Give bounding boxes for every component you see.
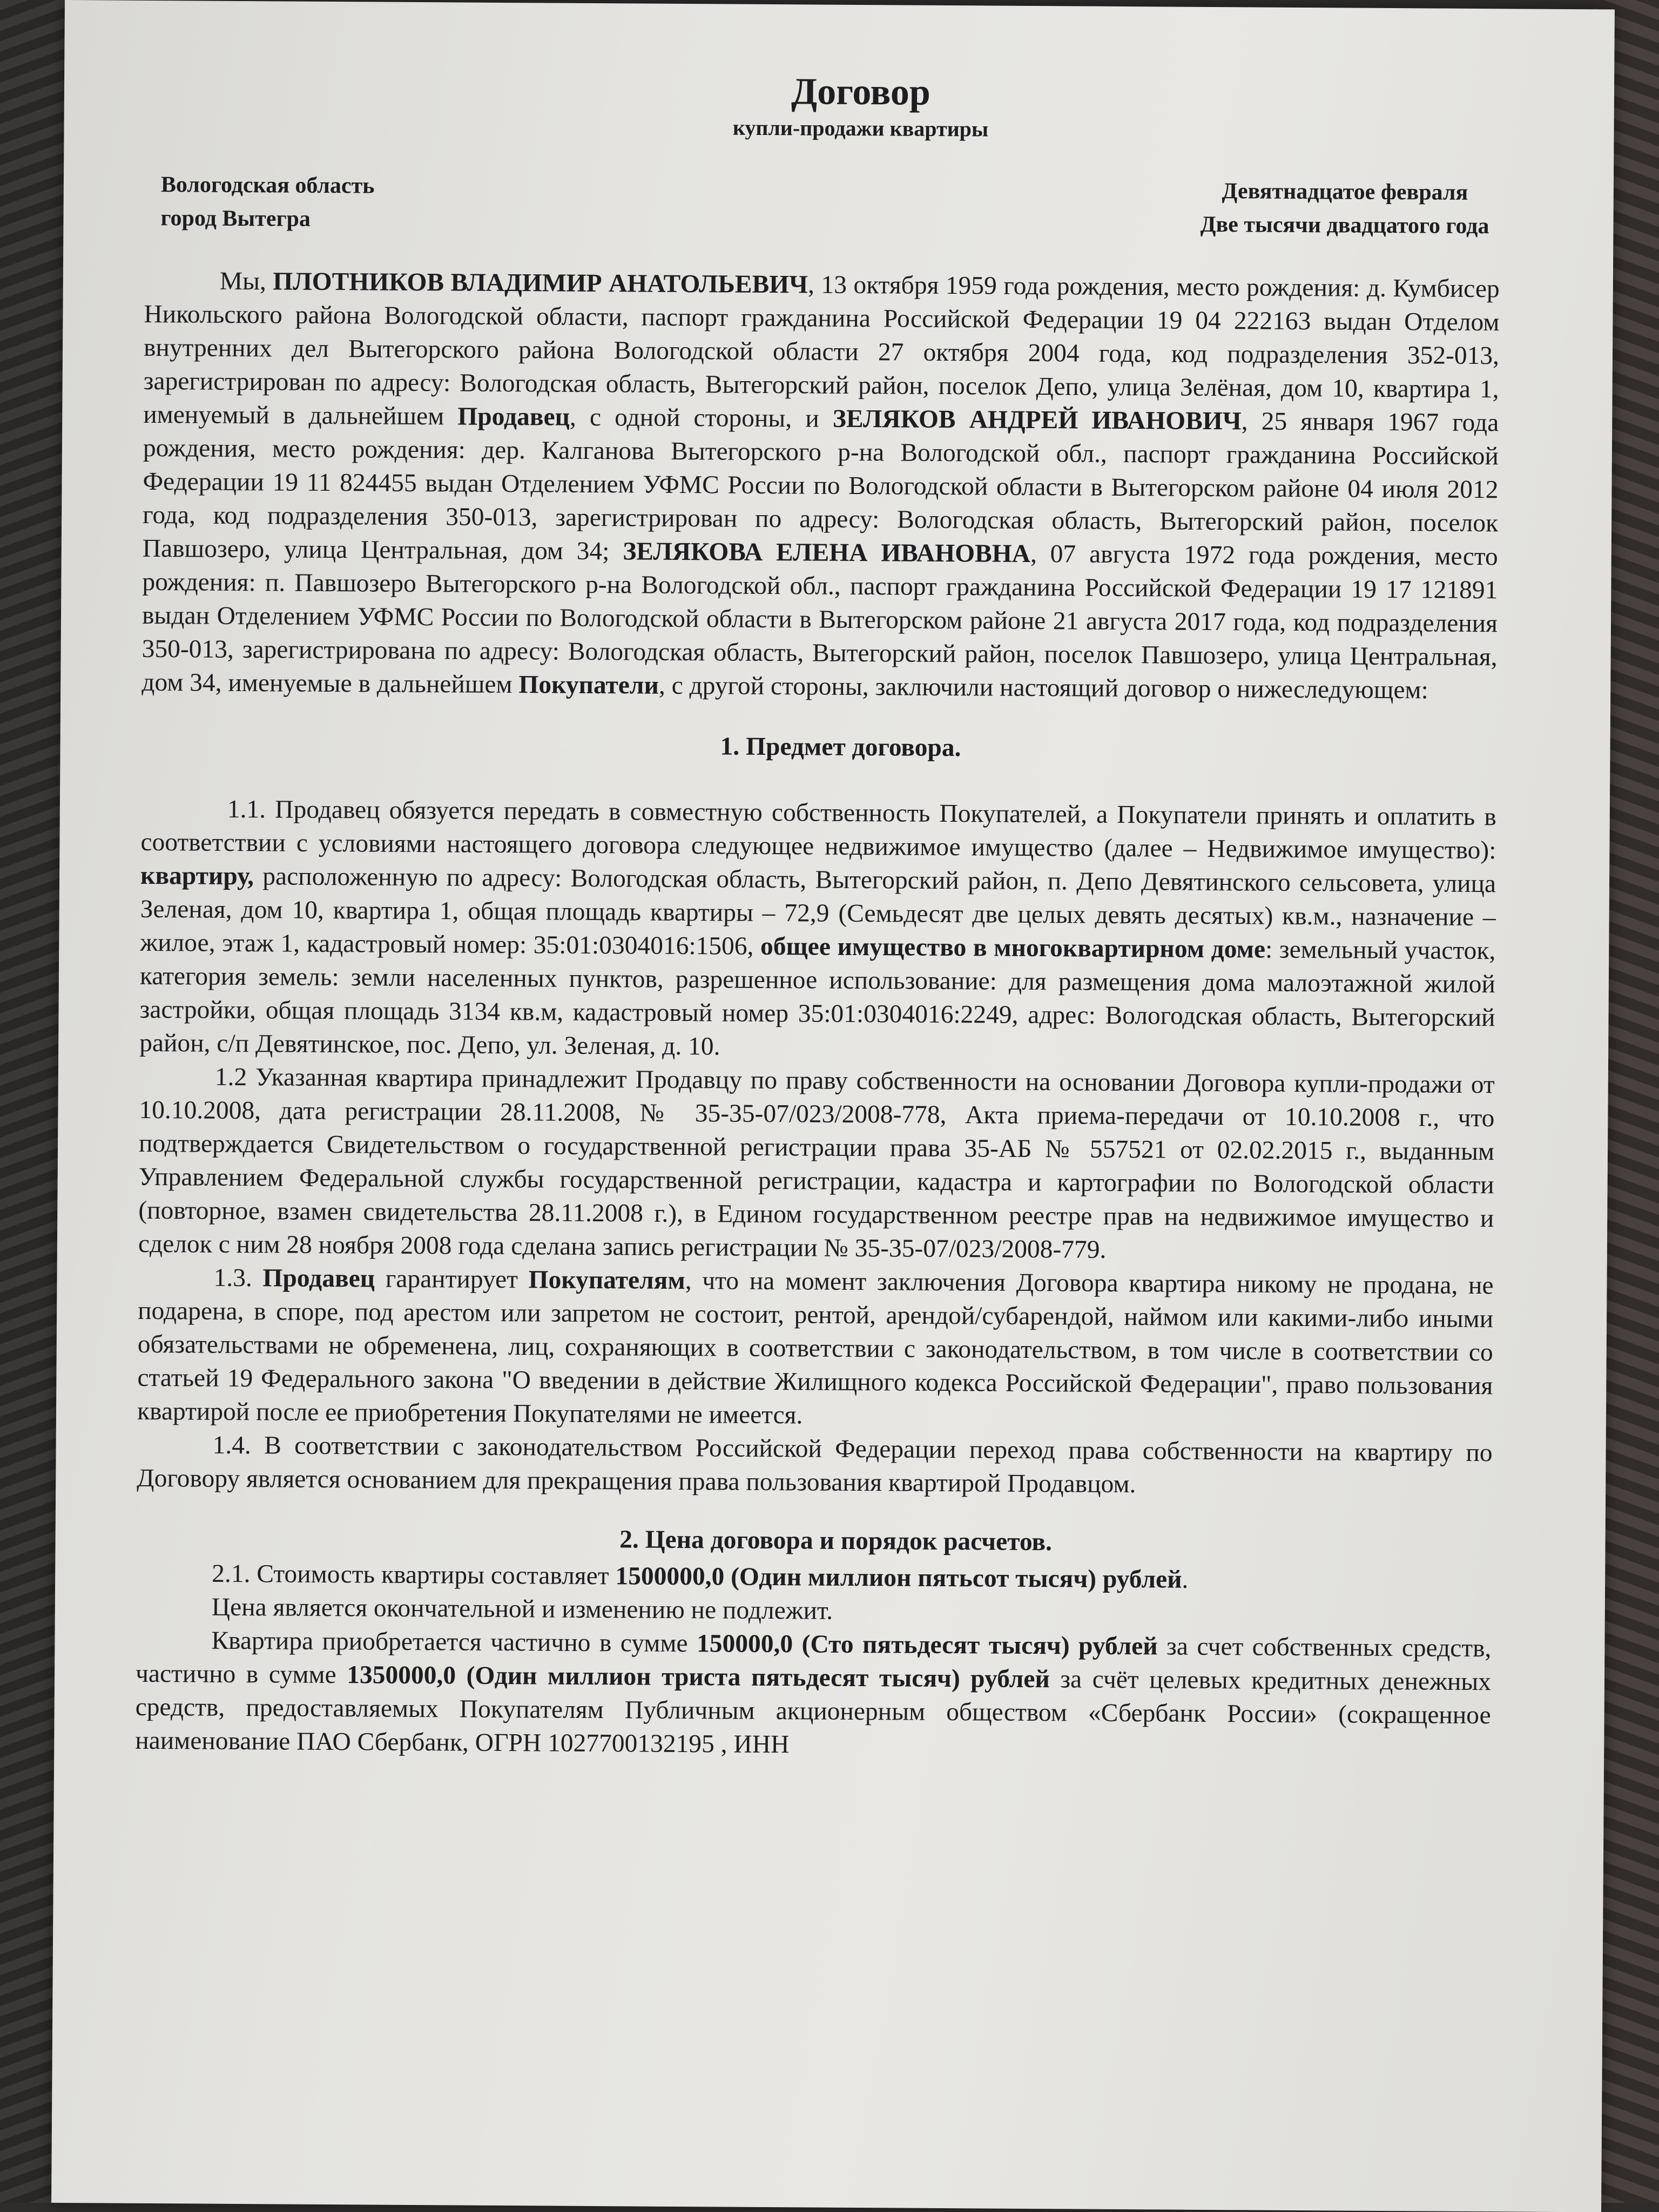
credit-amount: 1350000,0 (Один миллион триста пятьдесят тысяч) рублей — [347, 1661, 1050, 1694]
place-block — [144, 168, 374, 236]
document-content — [135, 65, 1501, 1765]
clause-bold: Продавец — [262, 1264, 375, 1293]
seller-name: ПЛОТНИКОВ ВЛАДИМИР АНАТОЛЬЕВИЧ — [273, 267, 808, 299]
own-funds-amount: 150000,0 (Сто пятьдесят тысяч) рублей — [696, 1629, 1158, 1661]
clause-text: гарантирует — [374, 1264, 529, 1294]
clause-payment-parts — [135, 1624, 1491, 1765]
date-day: Девятнадцатое февраля — [1222, 179, 1468, 205]
place-city: город Вытегра — [160, 206, 311, 232]
clause-text: , что на момент заключения Договора квартира никому не продана, не подарена, в споре, под арестом или запретом не состоит, рентой, арендой/субарендой, наймом или какими-либо иными обязательствами не обременена, лиц, сохраняющих в соответствии с законодательством, в том числе в соответствии со статьей 19 Федерального закона "О введении в действие Жилищного кодекса Российской Федерации", право пользования квартирой после ее приобретения Покупателями не имеется. — [137, 1267, 1494, 1430]
document-page — [51, 0, 1615, 2212]
price-amount: 1500000,0 (Один миллион пятьсот тысяч) рублей — [615, 1562, 1182, 1594]
preamble-text: , 25 января 1967 года рождения, место рождения: дер. Калганова Вытегорского р-на Вологодской обл., паспорт гражданина Российской Федерации 19 11 824455 выдан Отделением УФМС России по Вологодской области в Вытегорском районе 04 июля 2012 года, код подразделения 350-013, зарегистрирован по адресу: Вологодская область, Вытегорский район, поселок Павшозеро, улица Центральная, дом 34; — [142, 407, 1499, 566]
preamble-text: Мы, — [219, 267, 273, 296]
buyers-role: Покупатели — [518, 671, 659, 700]
clause-text: за счет собственных средств, частично в сумме — [135, 1632, 1492, 1689]
clause-text: 2.1. Стоимость квартиры составляет — [212, 1559, 616, 1591]
clause-bold: квартиру, — [140, 861, 254, 891]
clause-text: 1.3. — [213, 1263, 263, 1293]
place-region: Вологодская область — [160, 172, 375, 199]
clause-1-4: 1.4. В соответствии с законодательством Российской Федерации переход права собственности на квартиру по Договору является основанием для прекращения права пользования квартирой Продавцом. — [137, 1431, 1493, 1499]
document-title: Договор — [791, 71, 931, 113]
date-block — [1200, 174, 1500, 243]
preamble-text: , с одной стороны, и — [569, 403, 833, 433]
preamble-paragraph — [141, 264, 1500, 707]
section-1-title: 1. Предмет договора. — [720, 732, 961, 762]
preamble-text: , с другой стороны, заключили настоящий договор о нижеследующем: — [658, 671, 1428, 705]
buyer2-name: ЗЕЛЯКОВА ЕЛЕНА ИВАНОВНА — [623, 537, 1031, 568]
clause-bold: общее имущество в многоквартирном доме — [760, 932, 1266, 964]
clause-text: . — [1182, 1565, 1189, 1594]
date-year: Две тысячи двадцатого года — [1200, 212, 1489, 239]
clause-text: : земельный участок, категория земель: земли населенных пунктов, разрешенное использование: для размещения дома малоэтажной жилой застройки, общая площадь 3134 кв.м, кадастровый номер 35:01:0304016:2249, адрес: Вологодская область, Вытегорский район, с/п Девятинское, пос. Депо, ул. Зеленая, д. 10. — [139, 935, 1496, 1061]
section-2-title: 2. Цена договора и порядок расчетов. — [619, 1525, 1053, 1557]
place-date-row — [144, 168, 1500, 243]
clause-1-3 — [137, 1261, 1494, 1436]
clause-1-1 — [139, 792, 1496, 1068]
clause-text: Квартира приобретается частично в сумме — [211, 1626, 697, 1658]
preamble-text: , 07 августа 1972 года рождения, место рождения: п. Павшозеро Вытегорского р-на Вологодской обл., паспорт гражданина Российской Федерации 19 17 121891 выдан Отделением УФМС России по Вологодской области в Вытегорском районе 21 августа 2017 года, код подразделения 350-013, зарегистрирована по адресу: Вологодская область, Вытегорский район, поселок Павшозеро, улица Центральная, дом 34, именуемые в дальнейшем — [141, 539, 1498, 699]
buyer1-name: ЗЕЛЯКОВ АНДРЕЙ ИВАНОВИЧ — [832, 404, 1242, 436]
clause-bold: Покупателям — [528, 1266, 685, 1295]
clause-price-final: Цена является окончательной и изменению не подлежит. — [211, 1593, 833, 1625]
preamble-text: , 13 октября 1959 года рождения, место рождения: д. Кумбисер Никольского района Вологодской области, паспорт гражданина Российской Федерации 19 04 222163 выдан Отделом внутренних дел Вытегорского района Вологодской области 27 октября 2004 года, код подразделения 352-013, зарегистрирован по адресу: Вологодская область, Вытегорский район, поселок Депо, улица Зелёная, дом 10, квартира 1, именуемый в дальнейшем — [143, 270, 1500, 431]
document-subtitle: купли-продажи квартиры — [732, 115, 989, 141]
clause-text: за счёт целевых кредитных денежных средств, предоставляемых Покупателям Публичным акционерным обществом «Сбербанк России» (сокращенное наименование ПАО Сбербанк, ОГРН 1027700132195 , ИНН — [135, 1665, 1492, 1759]
seller-role: Продавец — [457, 402, 570, 431]
clause-text: 1.1. Продавец обязуется передать в совместную собственность Покупателей, а Покупатели принять и оплатить в соответствии с условиями настоящего договора следующее недвижимое имущество (далее – Недвижимое имущество): — [140, 795, 1496, 865]
clause-text: расположенную по адресу: Вологодская область, Вытегорский район, п. Депо Девятинского сельсовета, улица Зеленая, дом 10, квартира 1, общая площадь квартиры – 72,9 (Семьдесят две целых девять десятых) кв.м., назначение – жилое, этаж 1, кадастровый номер: 35:01:0304016:1506, — [140, 862, 1496, 960]
clause-1-2: 1.2 Указанная квартира принадлежит Продавцу по праву собственности на основании Договора купли-продажи от 10.10.2008, дата регистрации 28.11.2008, № 35-35-07/023/2008-778, Акта приема-передачи от 10.10.2008 г., что подтверждается Свидетельством о государственной регистрации права 35-АБ № 557521 от 02.02.2015 г., выданным Управлением Федеральной службы государственной регистрации, кадастра и картографии по Вологодской области (повторное, взамен свидетельства 28.11.2008 г.), в Едином государственном реестре прав на недвижимое имущество и сделок с ним 28 ноября 2008 года сделана запись регистрации № 35-35-07/023/2008-779. — [138, 1063, 1495, 1264]
